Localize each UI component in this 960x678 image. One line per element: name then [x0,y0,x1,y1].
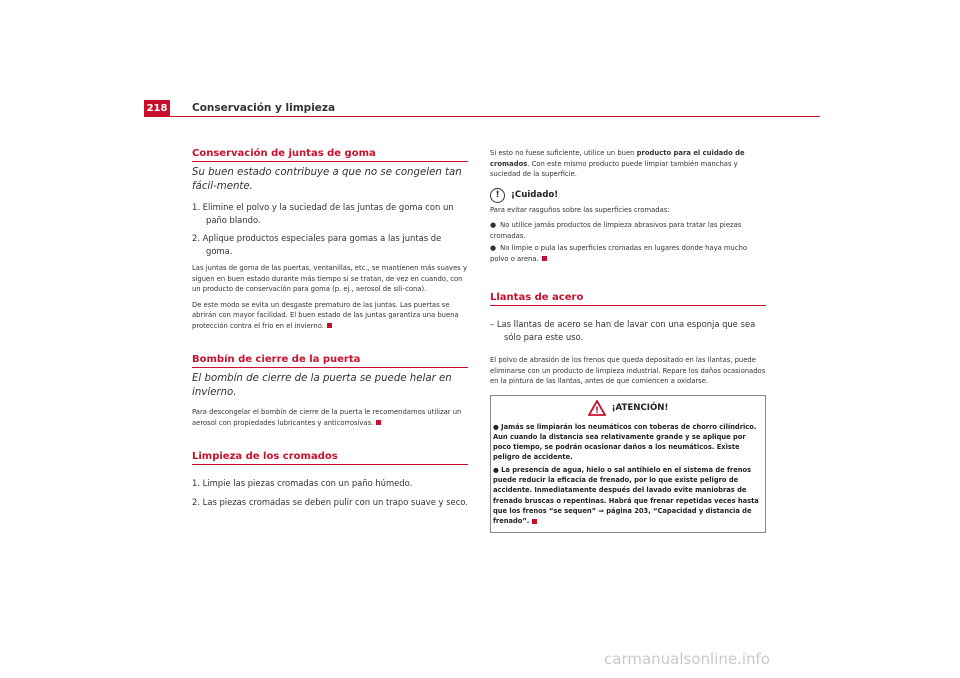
page-number: 218 [144,100,170,117]
body-paragraph: Si esto no fuese suficiente, utilice un buen producto para el cuidado de cromados. Con este mismo producto puede limpiar también manchas y suciedad de la superficie. [490,149,745,178]
section-title-rubber: Conservación de juntas de goma [192,148,468,162]
step-item: 2. Aplique productos especiales para gomas a las juntas de goma. [192,233,442,256]
body-paragraph: El polvo de abrasión de los frenos que queda depositado en las llantas, puede eliminarse con un producto de limpieza industrial. Repare los daños ocasionados en la pintura de las llantas, antes de que comiencen a oxidarse. [490,356,766,385]
header-rule [170,116,820,117]
warning-header [493,400,763,416]
intro-lock: El bombín de cierre de la puerta se puede helar en invierno. [192,373,452,398]
bullet-icon: ● [490,244,497,252]
step-item: 2. Las piezas cromadas se deben pulir con un trapo suave y seco. [192,496,468,507]
running-title: Conservación y limpieza [192,102,336,114]
watermark: carmanualsonline.info [604,650,770,668]
step-item: 1. Limpie las piezas cromadas con un paño húmedo. [192,478,413,488]
caution-header [490,188,766,203]
page-header [144,100,820,118]
end-mark-icon [542,256,547,261]
caution-bullet: ● No limpie o pula las superficies cromadas en lugares donde haya mucho polvo o arena. [490,244,748,263]
body-paragraph: De este modo se evita un desgaste prematuro de las juntas. Las puertas se abrirán con mayor facilidad. El buen estado de las juntas garantiza una buena protección contra el frío en el invierno. [192,300,459,330]
section-title-lock: Bombín de cierre de la puerta [192,354,468,368]
warning-bullet: ● La presencia de agua, hielo o sal antihielo en el sistema de frenos puede reducir la eficacia de frenado, por lo que existe peligro de accidente. Inmediatamente después del lavado evite maniobras de frenado bruscas o repentinas. Habrá que frenar repetidas veces hasta que los frenos “se sequen” ⇒ página 203, “Capacidad y distancia de frenado”. [493,465,759,526]
left-column [192,148,468,514]
end-mark-icon [532,519,537,524]
caution-lead: Para evitar rasguños sobre las superficies cromadas: [490,205,670,214]
end-mark-icon [327,323,332,328]
bullet-icon: ● [493,422,502,431]
warning-title: ¡ATENCIÓN! [611,402,669,413]
warning-bullet: ● Jamás se limpiarán los neumáticos con toberas de chorro cilíndrico. Aun cuando la distancia sea relativamente grande y se aplique por poco tiempo, se podrán ocasionar daños a los neumáticos. Existe peligro de accidente. [493,422,757,462]
caution-title: ¡Cuidado! [511,190,559,200]
warning-box [490,395,766,534]
body-paragraph: Las juntas de goma de las puertas, ventanillas, etc., se mantienen más suaves y siguen en buen estado durante más tiempo si se tratan, de vez en cuando, con un producto de conservación para goma (p. ej., aerosol de sili-cona). [192,264,467,293]
body-paragraph: Para descongelar el bombín de cierre de la puerta le recomendamos utilizar un aerosol con propiedades lubricantes y anticorrosivas. [192,408,462,427]
warning-symbol: ! [594,405,599,416]
bullet-icon: ● [490,221,497,229]
warning-triangle-icon [588,400,606,416]
section-title-chrome: Limpieza de los cromados [192,451,468,465]
bullet-icon: ● [493,465,502,474]
right-column [490,148,766,533]
intro-rubber: Su buen estado contribuye a que no se congelen tan fácil-mente. [192,167,462,192]
end-mark-icon [376,420,381,425]
step-item: 1. Elimine el polvo y la suciedad de las juntas de goma con un paño blando. [192,202,454,225]
section-title-steel: Llantas de acero [490,292,766,306]
caution-bullet: ● No utilice jamás productos de limpieza abrasivos para tratar las piezas cromadas. [490,221,742,240]
caution-icon: ! [490,188,505,203]
step-item: – Las llantas de acero se han de lavar con una esponja que sea sólo para este uso. [490,319,756,342]
